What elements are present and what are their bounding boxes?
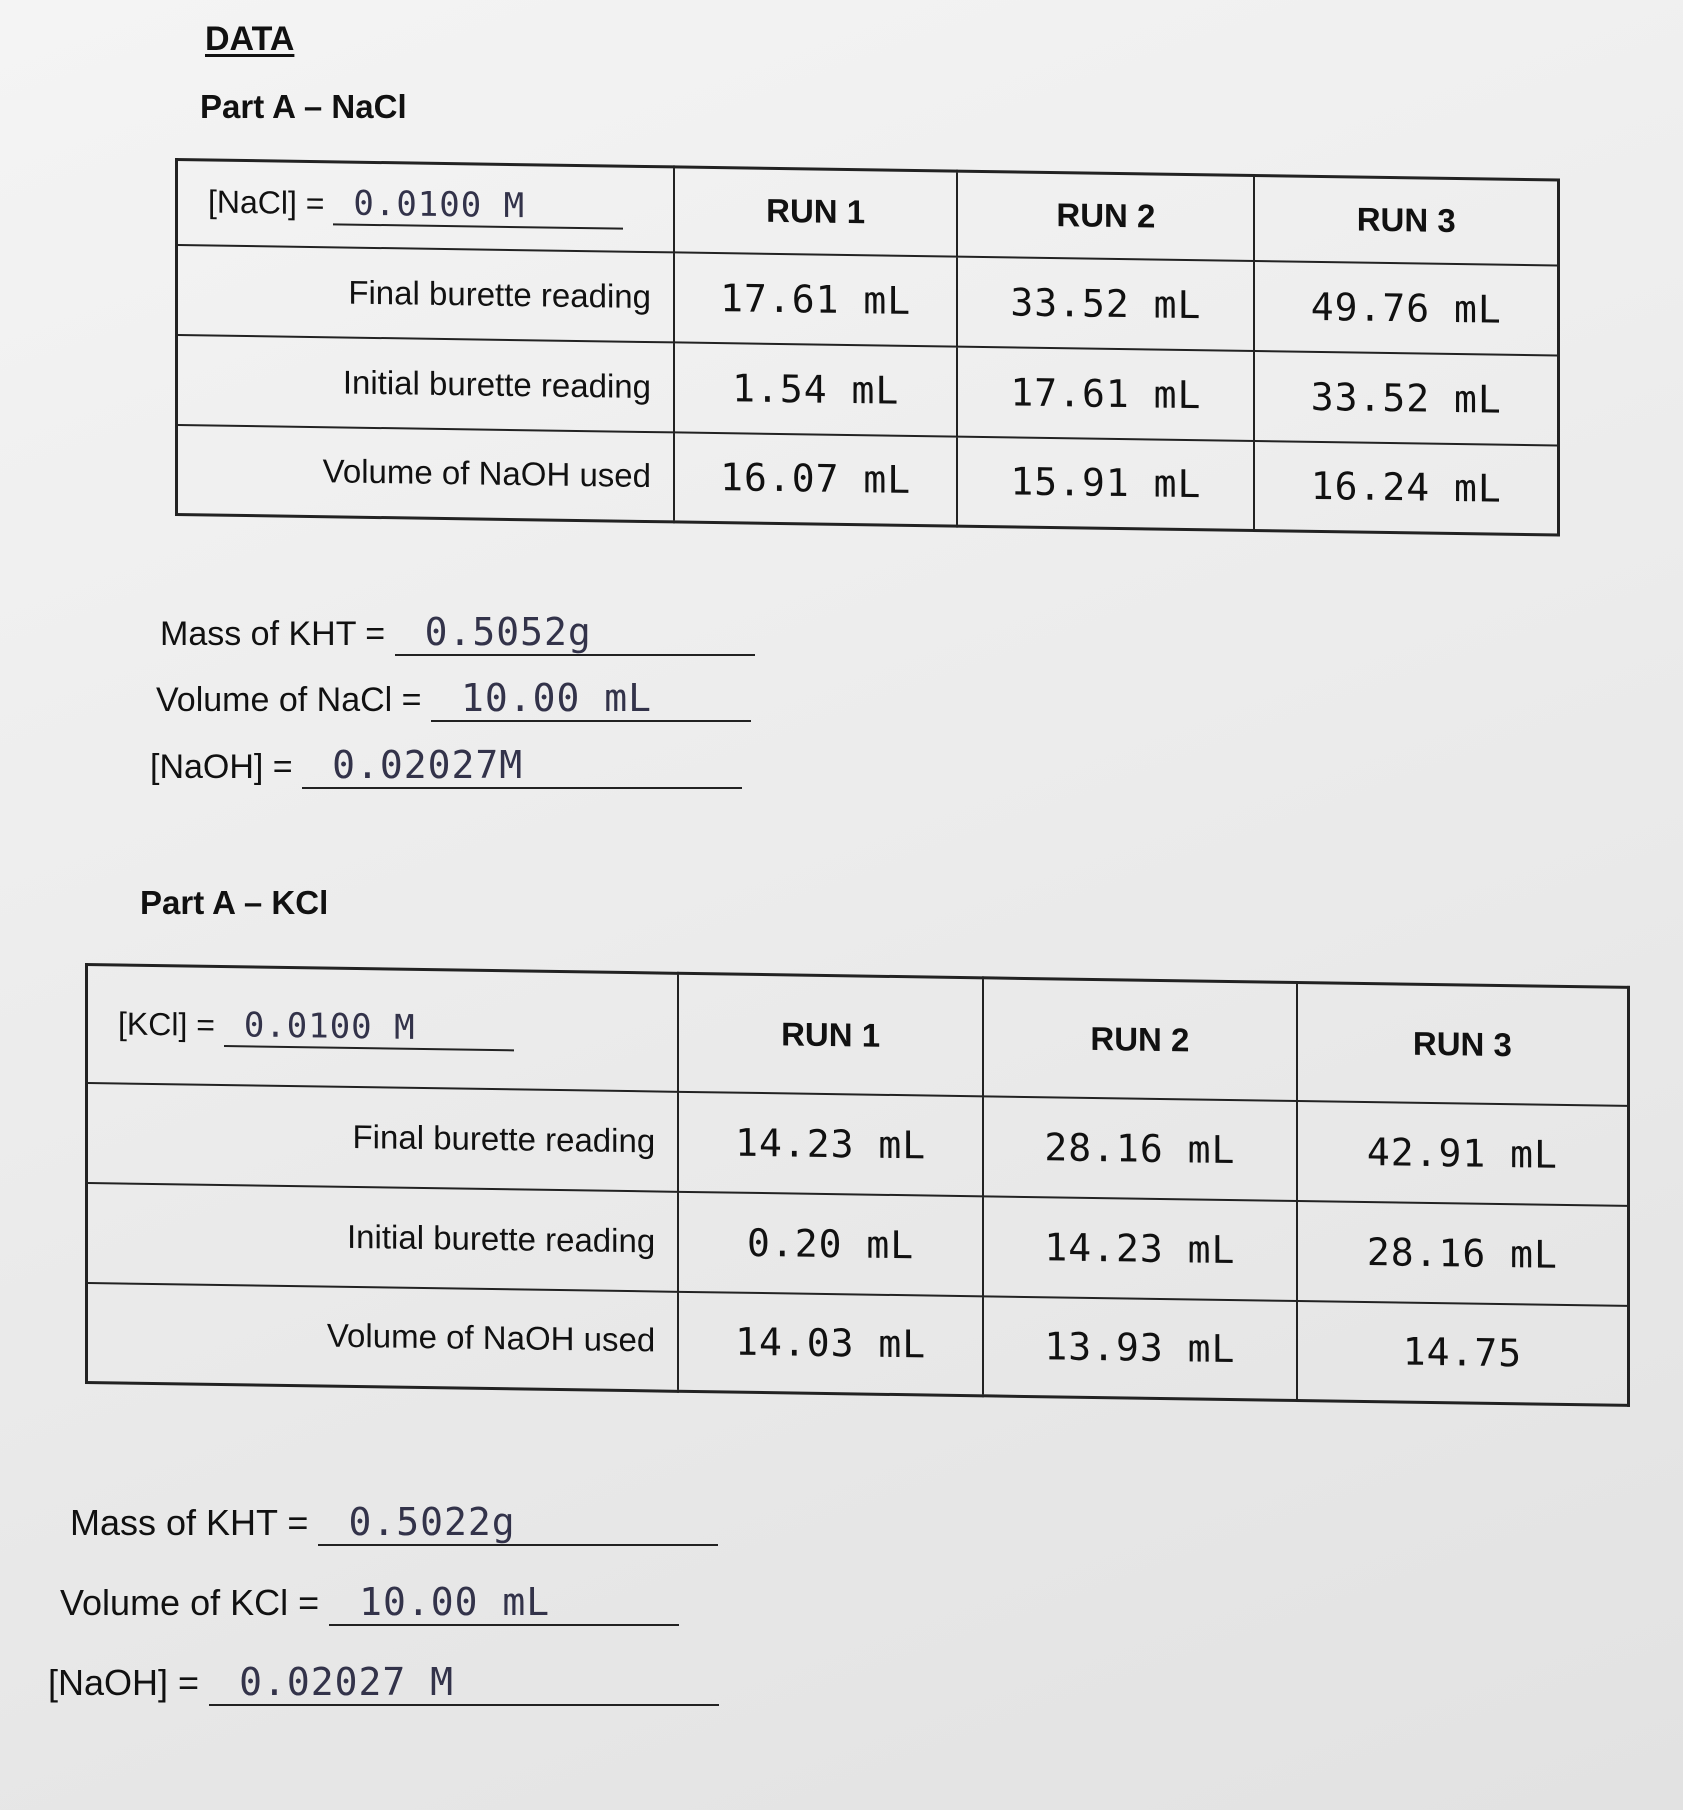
mass-kht-value: 0.5022g [318, 1500, 718, 1546]
column-header-run-1: RUN 1 [674, 167, 957, 256]
table-cell: 14.75 [1297, 1300, 1629, 1405]
table-cell: 1.54 mL [674, 342, 957, 436]
mass-kht-value: 0.5052g [395, 610, 755, 656]
nacl-data-table [175, 158, 1560, 537]
row-label-volume-naoh: Volume of NaOH used [177, 425, 675, 522]
mass-kht-label: Mass of KHT = [70, 1502, 309, 1543]
table-row [177, 425, 1559, 536]
table-cell: 49.76 mL [1254, 261, 1558, 356]
naoh-label: [NaOH] = [150, 748, 293, 786]
table-cell: 16.24 mL [1254, 441, 1558, 536]
nacl-concentration-value: 0.0100 M [333, 184, 623, 230]
row-label-initial-burette: Initial burette reading [177, 335, 675, 432]
table-cell: 14.03 mL [678, 1291, 983, 1396]
table-cell: 15.91 mL [957, 436, 1254, 530]
kcl-concentration-value: 0.0100 M [224, 1005, 514, 1051]
table-cell: 14.23 mL [983, 1196, 1297, 1301]
table-cell: 28.16 mL [1297, 1200, 1629, 1305]
table-cell: 33.52 mL [957, 256, 1254, 350]
row-label-initial-burette: Initial burette reading [87, 1183, 679, 1292]
nacl-naoh-field [150, 743, 742, 789]
table-cell: 14.23 mL [678, 1091, 983, 1196]
table-cell: 17.61 mL [957, 346, 1254, 440]
kcl-naoh-field [48, 1660, 719, 1706]
column-header-run-3: RUN 3 [1254, 176, 1558, 266]
kcl-data-table [85, 963, 1630, 1407]
column-header-run-2: RUN 2 [983, 978, 1297, 1101]
section-heading-kcl: Part A – KCl [140, 884, 329, 921]
row-label-final-burette: Final burette reading [87, 1083, 679, 1192]
table-cell: 33.52 mL [1254, 351, 1558, 446]
column-header-run-2: RUN 2 [957, 171, 1254, 260]
naoh-label: [NaOH] = [48, 1662, 200, 1703]
volume-value: 10.00 mL [431, 676, 751, 722]
nacl-volume-field [156, 676, 751, 722]
row-label-final-burette: Final burette reading [177, 245, 675, 342]
page-title: DATA [205, 20, 295, 58]
kcl-volume-field [60, 1580, 679, 1626]
kcl-concentration-label: [KCl] = [118, 1005, 215, 1043]
nacl-concentration-label: [NaCl] = [208, 183, 325, 222]
naoh-value: 0.02027 M [209, 1660, 719, 1706]
volume-label: Volume of KCl = [60, 1582, 320, 1623]
volume-value: 10.00 mL [329, 1580, 679, 1626]
table-cell: 42.91 mL [1297, 1100, 1629, 1205]
table-cell: 13.93 mL [983, 1296, 1297, 1401]
kcl-mass-kht-field [70, 1500, 718, 1546]
nacl-mass-kht-field [160, 610, 755, 656]
column-header-run-1: RUN 1 [678, 973, 983, 1096]
table-cell: 17.61 mL [674, 252, 957, 346]
nacl-concentration-cell [177, 160, 675, 252]
volume-label: Volume of NaCl = [156, 681, 422, 719]
section-heading-nacl: Part A – NaCl [200, 88, 407, 125]
table-cell: 16.07 mL [674, 432, 957, 526]
table-cell: 0.20 mL [678, 1191, 983, 1296]
row-label-volume-naoh: Volume of NaOH used [87, 1283, 679, 1392]
kcl-concentration-cell [87, 965, 679, 1092]
column-header-run-3: RUN 3 [1297, 982, 1629, 1105]
table-cell: 28.16 mL [983, 1096, 1297, 1201]
naoh-value: 0.02027M [302, 743, 742, 789]
table-header-row [87, 965, 1629, 1106]
mass-kht-label: Mass of KHT = [160, 615, 386, 653]
